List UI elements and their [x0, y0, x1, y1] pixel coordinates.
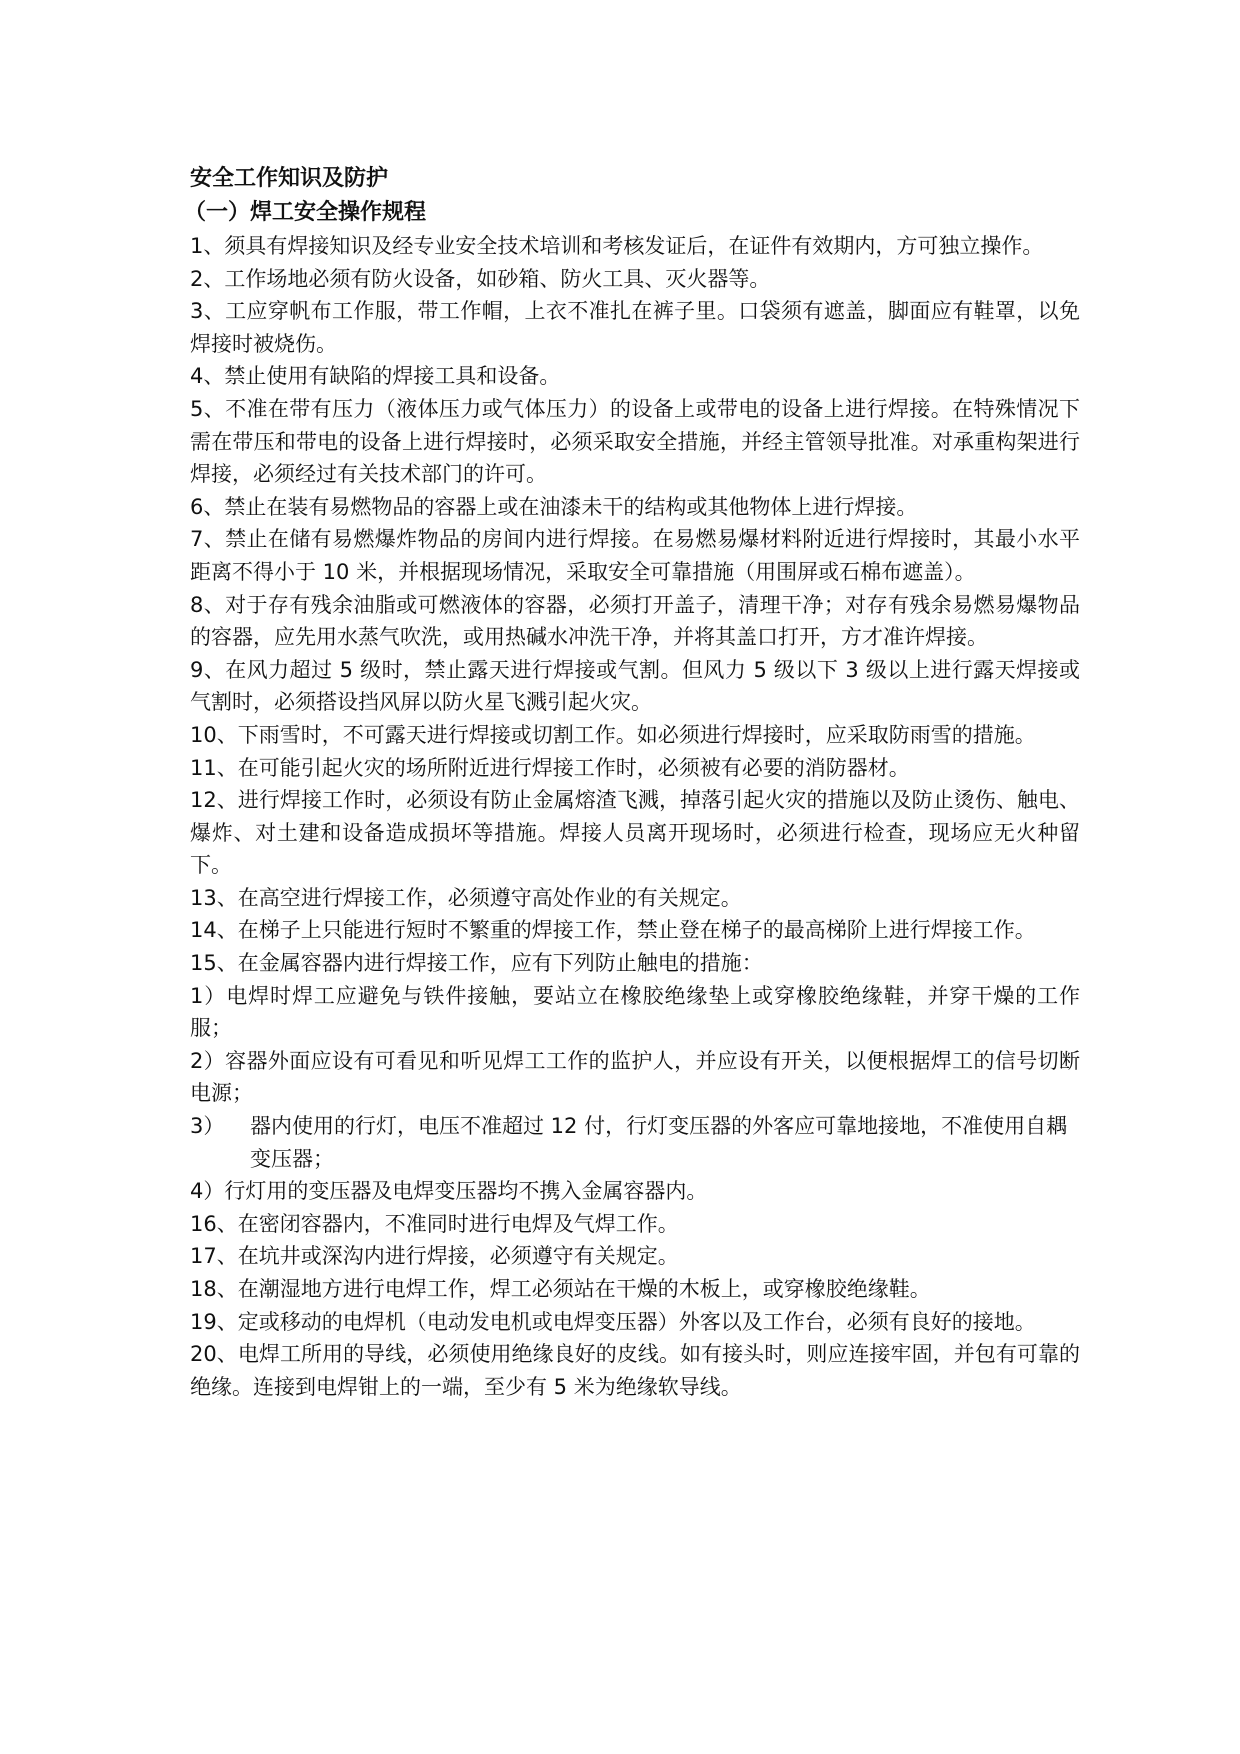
sub-rule-paragraph: 1）电焊时焊工应避免与铁件接触，要站立在橡胶绝缘垫上或穿橡胶绝缘鞋，并穿干燥的工作服；: [190, 983, 1080, 1041]
rule-paragraph: 14、在梯子上只能进行短时不繁重的焊接工作，禁止登在梯子的最高梯阶上进行焊接工作。: [190, 918, 1036, 943]
rule-paragraph: 7、禁止在储有易燃爆炸物品的房间内进行焊接。在易燃易爆材料附近进行焊接时，其最小水平距离不得小于 10 米，并根据现场情况，采取安全可靠措施（用围屏或石棉布遮盖）。: [190, 527, 1080, 584]
sub-rule-text: 器内使用的行灯，电压不准超过 12 付，行灯变压器的外客应可靠地接地，不准使用自耦变压器；: [250, 1114, 1068, 1171]
rule-paragraph: 8、对于存有残余油脂或可燃液体的容器，必须打开盖子，清理干净；对存有残余易燃易爆物品的容器，应先用水蒸气吹洗，或用热碱水冲洗干净，并将其盖口打开，方才准许焊接。: [190, 592, 1080, 650]
rule-paragraph: 18、在潮湿地方进行电焊工作，焊工必须站在干燥的木板上，或穿橡胶绝缘鞋。: [190, 1277, 931, 1301]
rule-paragraph: 11、在可能引起火灾的场所附近进行焊接工作时，必须被有必要的消防器材。: [190, 755, 910, 780]
sub-rule-paragraph: 4）行灯用的变压器及电焊变压器均不携入金属容器内。: [190, 1179, 708, 1204]
rule-paragraph: 9、在风力超过 5 级时，禁止露天进行焊接或气割。但风力 5 级以下 3 级以上进行露天焊接或气割时，必须搭设挡风屏以防火星飞溅引起火灾。: [190, 657, 1080, 715]
rule-paragraph: 15、在金属容器内进行焊接工作，应有下列防止触电的措施：: [190, 951, 763, 976]
rule-paragraph: 19、定或移动的电焊机（电动发电机或电焊变压器）外客以及工作台，必须有良好的接地。: [190, 1309, 1036, 1334]
rule-paragraph: 16、在密闭容器内，不准同时进行电焊及气焊工作。: [190, 1211, 679, 1236]
rule-paragraph: 20、电焊工所用的导线，必须使用绝缘良好的皮线。如有接头时，则应连接牢固，并包有可靠的绝缘。连接到电焊钳上的一端，至少有 5 米为绝缘软导线。: [190, 1342, 1080, 1399]
sub-rule-paragraph: 2）容器外面应设有可看见和听见焊工工作的监护人，并应设有开关，以便根据焊工的信号切断电源；: [190, 1048, 1080, 1106]
rule-paragraph: 4、禁止使用有缺陷的焊接工具和设备。: [190, 364, 561, 389]
sub-rule-number: 3）: [190, 1114, 225, 1139]
sub-rule-hanging: [190, 1110, 1080, 1175]
document-title: 安全工作知识及防护: [190, 166, 389, 191]
document-page: [184, 162, 1080, 1403]
rule-paragraph: 1、须具有焊接知识及经专业安全技术培训和考核发证后，在证件有效期内，方可独立操作。: [190, 234, 1044, 258]
rule-paragraph: 5、不准在带有压力（液体压力或气体压力）的设备上或带电的设备上进行焊接。在特殊情况下需在带压和带电的设备上进行焊接时，必须采取安全措施，并经主管领导批准。对承重构架进行焊接，必须经过有关技术部门的许可。: [190, 396, 1080, 487]
rules-list: [190, 230, 1080, 1403]
rule-paragraph: 17、在坑井或深沟内进行焊接，必须遵守有关规定。: [190, 1244, 679, 1269]
section-heading: （一）焊工安全操作规程: [184, 200, 427, 225]
rule-paragraph: 10、下雨雪时，不可露天进行焊接或切割工作。如必须进行焊接时，应采取防雨雪的措施。: [190, 722, 1036, 747]
rule-paragraph: 2、工作场地必须有防火设备，如砂箱、防火工具、灭火器等。: [190, 266, 771, 291]
rule-paragraph: 3、工应穿帆布工作服，带工作帽，上衣不准扎在裤子里。口袋须有遮盖，脚面应有鞋罩，以免焊接时被烧伤。: [190, 299, 1080, 356]
rule-paragraph: 6、禁止在装有易燃物品的容器上或在油漆未干的结构或其他物体上进行焊接。: [190, 494, 918, 519]
rule-paragraph: 12、进行焊接工作时，必须设有防止金属熔渣飞溅，掉落引起火灾的措施以及防止烫伤、触电、爆炸、对土建和设备造成损坏等措施。焊接人员离开现场时，必须进行检查，现场应无火种留下。: [190, 788, 1080, 878]
rule-paragraph: 13、在高空进行焊接工作，必须遵守高处作业的有关规定。: [190, 885, 742, 910]
